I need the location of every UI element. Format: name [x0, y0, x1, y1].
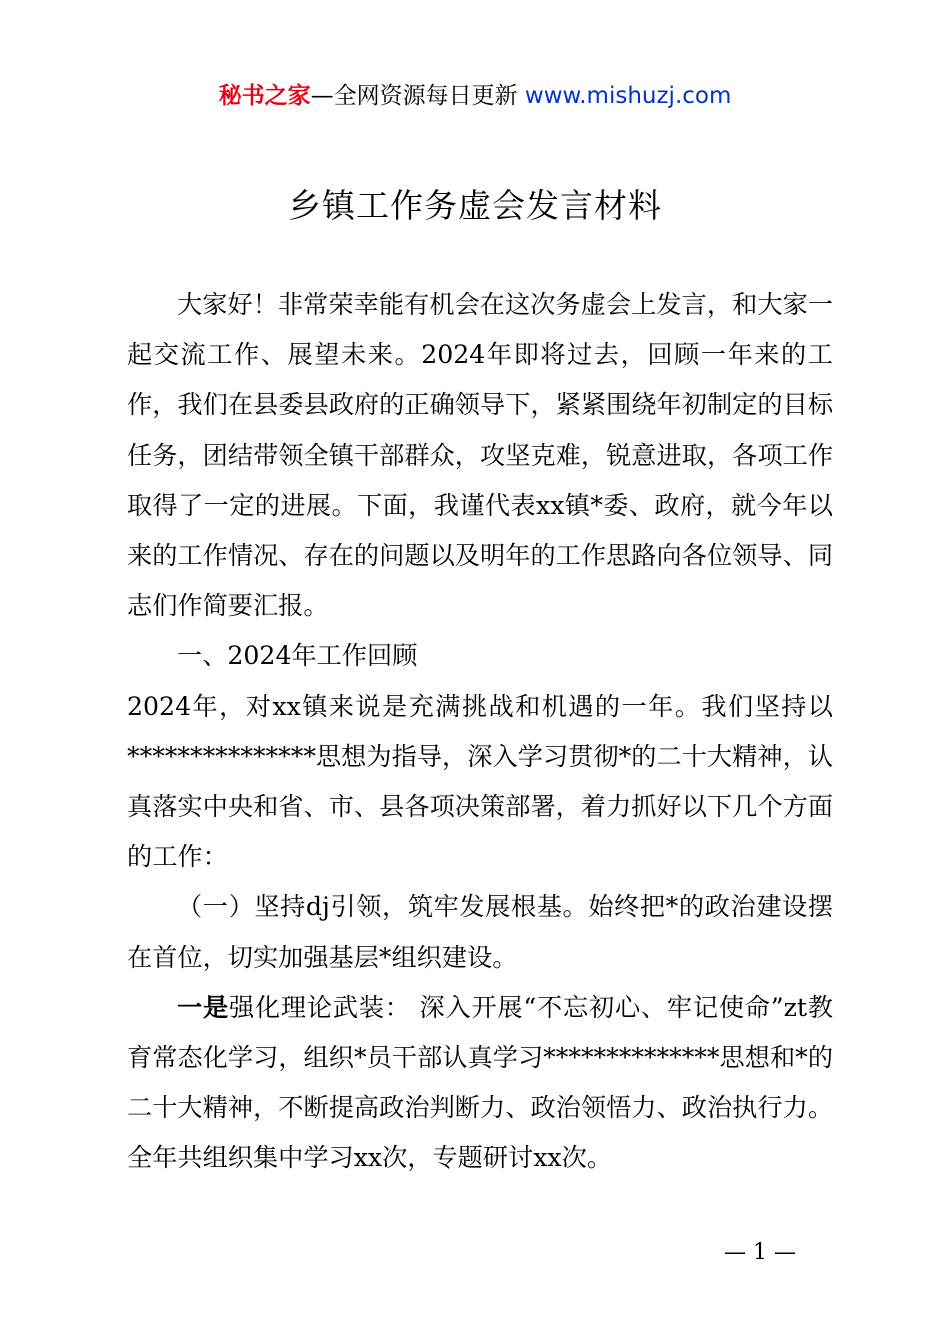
point-lead: 一是: [177, 992, 229, 1022]
paragraph-subsection-one: （一）坚持dj引领，筑牢发展根基。始终把*的政治建设摆在首位，切实加强基层*组织建设。: [127, 892, 833, 972]
site-header: [0, 80, 950, 112]
paragraph-opening: 大家好！非常荣幸能有机会在这次务虚会上发言，和大家一起交流工作、展望未来。2024年即将过去，回顾一年来的工作，我们在县委县政府的正确领导下，紧紧围绕年初制定的目标任务，团结带领全镇干部群众，攻坚克难，锐意进取，各项工作取得了一定的进展。下面，我谨代表xx镇*委、政府，就今年以来的工作情况、存在的问题以及明年的工作思路向各位领导、同志们作简要汇报。: [127, 290, 833, 621]
site-tagline: —全网资源每日更新: [310, 83, 518, 109]
paragraph-review-intro: 2024年，对xx镇来说是充满挑战和机遇的一年。我们坚持以***************思想为指导，深入学习贯彻*的二十大精神，认真落实中央和省、市、县各项决策部署，着力抓好以下几个方面的工作：: [127, 691, 833, 872]
document-title: 乡镇工作务虚会发言材料: [288, 186, 662, 225]
site-url-link[interactable]: www.mishuzj.com: [524, 83, 732, 109]
point-text: 强化理论武装： 深入开展“不忘初心、牢记使命”zt教育常态化学习，组织*员干部认真学习**************思想和*的二十大精神，不断提高政治判断力、政治领悟力、政治执行力。全年共组织集中学习xx次，专题研讨xx次。: [127, 992, 833, 1173]
page-number: — 1 —: [724, 1240, 796, 1265]
section-heading-review: 一、2024年工作回顾: [177, 641, 418, 671]
site-brand: 秘书之家: [218, 83, 311, 109]
paragraph-point-one: [127, 983, 833, 1184]
document-body: [127, 280, 833, 1184]
